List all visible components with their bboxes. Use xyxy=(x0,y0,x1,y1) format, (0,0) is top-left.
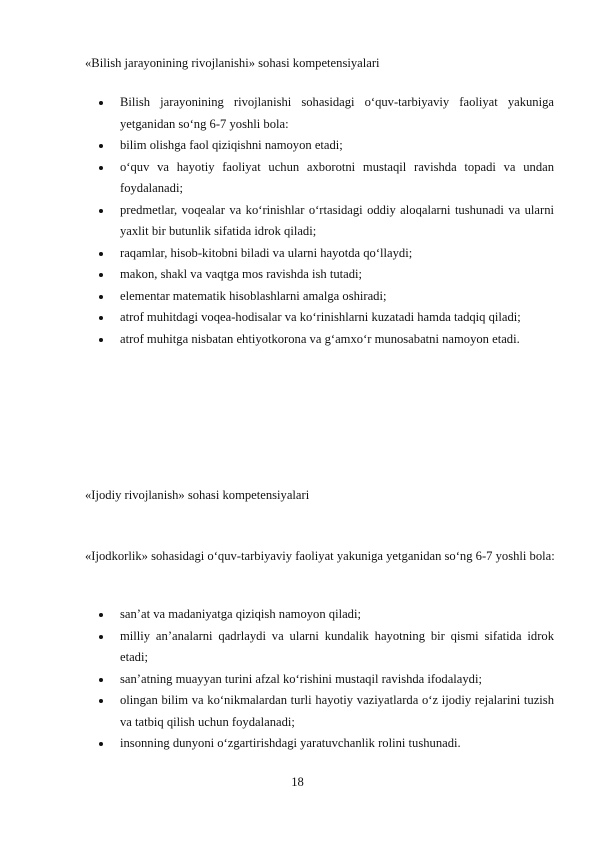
list-item-text: atrof muhitga nisbatan ehtiyotkorona va g‘amxo‘r munosabatni namoyon etadi. xyxy=(120,331,520,346)
list-item-text: milliy an’analarni qadrlaydi va ularni kundalik hayotning bir qismi sifatida idrok etadi; xyxy=(120,628,554,664)
bullet-icon xyxy=(99,742,103,746)
page-number: 18 xyxy=(291,775,304,789)
list-item-text: elementar matematik hisoblashlarni amalga oshiradi; xyxy=(120,288,387,303)
bullet-icon xyxy=(99,338,103,342)
list-item-text: o‘quv va hayotiy faoliyat uchun axborotni mustaqil ravishda topadi va undan foydalanadi; xyxy=(120,159,554,195)
bullet-icon xyxy=(99,613,103,617)
list-item-text: olingan bilim va ko‘nikmalardan turli hayotiy vaziyatlarda o‘z ijodiy rejalarini tuzish va tatbiq qilish uchun foydalanadi; xyxy=(120,693,554,729)
list-item-text: raqamlar, hisob-kitobni biladi va ularni hayotda qo‘llaydi; xyxy=(120,245,413,260)
list-item-text: bilim olishga faol qiziqishni namoyon etadi; xyxy=(120,138,343,152)
bullet-icon xyxy=(99,678,103,682)
list-item xyxy=(0,690,554,733)
bullet-icon xyxy=(99,144,103,148)
list-item xyxy=(0,669,554,691)
list-item xyxy=(0,157,554,200)
bullet-icon xyxy=(99,295,103,299)
cognitive-competencies-list xyxy=(0,92,554,350)
list-item xyxy=(0,733,554,755)
bullet-icon xyxy=(99,101,103,105)
bullet-icon xyxy=(99,166,103,170)
bullet-icon xyxy=(99,252,103,256)
list-item-text: atrof muhitdagi voqea-hodisalar va ko‘rinishlarni kuzatadi hamda tadqiq qiladi; xyxy=(120,310,521,324)
bullet-icon xyxy=(99,209,103,213)
creative-competencies-list xyxy=(0,604,554,755)
section-heading-creative-development: «Ijodiy rivojlanish» sohasi kompetensiyalari xyxy=(85,488,310,502)
list-item xyxy=(0,604,554,626)
list-item xyxy=(0,307,554,329)
list-item-text: insonning dunyoni o‘zgartirishdagi yaratuvchanlik rolini tushunadi. xyxy=(120,736,461,750)
creative-intro-paragraph: «Ijodkorlik» sohasidagi o‘quv-tarbiyaviy faoliyat yakuniga yetganidan so‘ng 6-7 yoshli bola: xyxy=(85,549,555,563)
list-item-text: makon, shakl va vaqtga mos ravishda ish tutadi; xyxy=(120,267,363,281)
section-heading-cognitive-development: «Bilish jarayonining rivojlanishi» sohasi kompetensiyalari xyxy=(85,56,380,70)
bullet-icon xyxy=(99,316,103,320)
list-item-text: san’atning muayyan turini afzal ko‘rishini mustaqil ravishda ifodalaydi; xyxy=(120,671,482,686)
list-item xyxy=(0,243,554,265)
list-item xyxy=(0,329,554,351)
list-item xyxy=(0,264,554,286)
list-item xyxy=(0,286,554,308)
list-item xyxy=(0,92,554,135)
bullet-icon xyxy=(99,273,103,277)
list-item xyxy=(0,626,554,669)
list-item-text: predmetlar, voqealar va ko‘rinishlar o‘rtasidagi oddiy aloqalarni tushunadi va ularni yaxlit bir butunlik sifatida idrok qiladi; xyxy=(120,202,554,238)
bullet-icon xyxy=(99,635,103,639)
list-item xyxy=(0,200,554,243)
list-item-text: Bilish jarayonining rivojlanishi sohasidagi o‘quv-tarbiyaviy faoliyat yakuniga yetganidan so‘ng 6-7 yoshli bola: xyxy=(120,95,554,131)
list-item xyxy=(0,135,554,157)
bullet-icon xyxy=(99,699,103,703)
list-item-text: san’at va madaniyatga qiziqish namoyon qiladi; xyxy=(120,607,361,621)
